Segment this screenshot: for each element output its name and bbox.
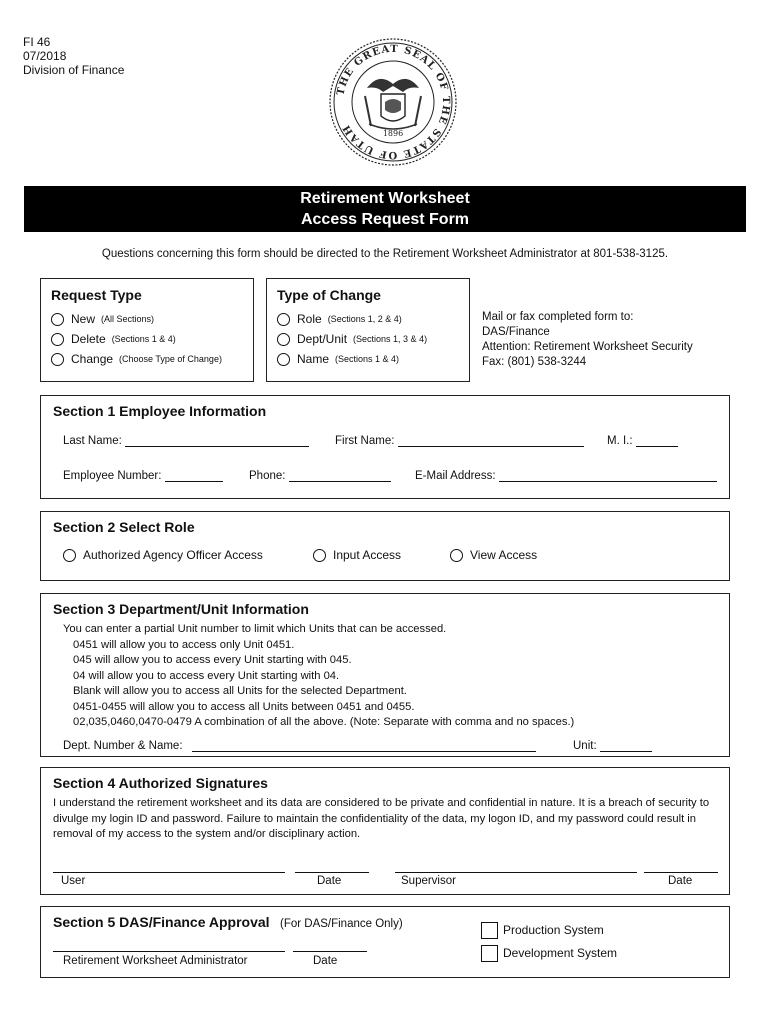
employee-number-field[interactable] [63, 467, 223, 482]
supervisor-label: Supervisor [401, 875, 456, 887]
first-name-field[interactable] [335, 432, 584, 447]
last-name-input[interactable] [125, 432, 309, 447]
change-dept-unit-option[interactable] [277, 329, 459, 349]
role-officer-option[interactable] [63, 545, 263, 565]
request-type-box [40, 278, 254, 382]
form-header-meta [23, 35, 124, 77]
section-1-employee-info [40, 395, 730, 499]
supervisor-signature-line[interactable] [395, 872, 637, 873]
user-date-line[interactable] [295, 872, 369, 873]
type-of-change-title: Type of Change [277, 287, 381, 303]
option-note: (Choose Type of Change) [119, 354, 222, 364]
section-3-title: Section 3 Department/Unit Information [53, 601, 309, 617]
option-note: (Sections 1 & 4) [111, 334, 176, 344]
middle-initial-input[interactable] [636, 432, 678, 447]
section-5-approval [40, 906, 730, 978]
role-label: Input Access [333, 548, 402, 562]
option-note: (All Sections) [101, 314, 155, 324]
section-3-intro: You can enter a partial Unit number to limit which Units that can be accessed. [63, 623, 447, 635]
request-type-delete-option[interactable] [51, 329, 243, 349]
option-label: Delete [71, 332, 106, 346]
request-type-new-option[interactable] [51, 309, 243, 329]
option-label: Change [71, 352, 114, 366]
unit-example: 045 will allow you to access every Unit starting with 045. [73, 654, 352, 666]
development-label: Development System [503, 946, 618, 960]
option-note: (Sections 1, 3 & 4) [353, 334, 428, 344]
svg-text:1896: 1896 [382, 129, 404, 138]
production-system-option[interactable] [481, 919, 604, 941]
role-input-option[interactable] [313, 545, 401, 565]
first-name-label: First Name: [335, 435, 395, 447]
option-label: Dept/Unit [297, 332, 348, 346]
email-label: E-Mail Address: [415, 470, 496, 482]
form-title-line1: Retirement Worksheet [300, 190, 470, 207]
first-name-input[interactable] [398, 432, 584, 447]
request-type-title: Request Type [51, 287, 142, 303]
dept-input[interactable] [192, 737, 536, 752]
admin-date-line[interactable] [293, 951, 367, 952]
mail-line: Mail or fax completed form to: [482, 311, 634, 323]
mail-line: DAS/Finance [482, 326, 550, 338]
email-input[interactable] [499, 467, 717, 482]
phone-label: Phone: [249, 470, 286, 482]
intro-text: Questions concerning this form should be directed to the Retirement Worksheet Administrator at 801-538-3125. [101, 248, 669, 260]
admin-label: Retirement Worksheet Administrator [63, 955, 248, 967]
great-seal-of-utah-icon [327, 36, 459, 168]
email-field[interactable] [415, 467, 717, 482]
unit-label: Unit: [573, 740, 597, 752]
mail-line: Attention: Retirement Worksheet Security [482, 341, 693, 353]
production-label: Production System [503, 923, 604, 937]
user-signature-line[interactable] [53, 872, 285, 873]
unit-example: Blank will allow you to access all Units for the selected Department. [73, 685, 407, 697]
type-of-change-box [266, 278, 470, 382]
option-label: New [71, 312, 96, 326]
option-label: Role [297, 312, 322, 326]
middle-initial-field[interactable] [607, 432, 678, 447]
supervisor-date-line[interactable] [644, 872, 718, 873]
radio-officer[interactable] [63, 549, 76, 562]
radio-new[interactable] [51, 313, 64, 326]
development-checkbox[interactable] [481, 945, 498, 962]
radio-name[interactable] [277, 353, 290, 366]
section-4-signatures [40, 767, 730, 895]
radio-input[interactable] [313, 549, 326, 562]
form-id: FI 46 [23, 35, 51, 49]
supervisor-date-label: Date [668, 875, 693, 887]
section-5-title: Section 5 DAS/Finance Approval [53, 914, 270, 930]
unit-example: 02,035,0460,0470-0479 A combination of all the above. (Note: Separate with comma and no spaces.) [73, 716, 575, 728]
employee-number-label: Employee Number: [63, 470, 162, 482]
admin-signature-line[interactable] [53, 951, 285, 952]
unit-field[interactable] [573, 737, 652, 752]
middle-initial-label: M. I.: [607, 435, 633, 447]
unit-input[interactable] [600, 737, 652, 752]
change-name-option[interactable] [277, 349, 459, 369]
user-date-label: Date [317, 875, 342, 887]
section-3-instructions [63, 622, 574, 731]
last-name-label: Last Name: [63, 435, 122, 447]
section-5-note: (For DAS/Finance Only) [279, 918, 403, 930]
division-name: Division of Finance [23, 63, 125, 77]
section-3-dept-unit [40, 593, 730, 757]
radio-role[interactable] [277, 313, 290, 326]
change-role-option[interactable] [277, 309, 459, 329]
role-view-option[interactable] [450, 545, 537, 565]
radio-change[interactable] [51, 353, 64, 366]
role-label: Authorized Agency Officer Access [83, 548, 263, 562]
production-checkbox[interactable] [481, 922, 498, 939]
option-label: Name [297, 352, 330, 366]
section-5-header [53, 914, 403, 932]
phone-input[interactable] [289, 467, 391, 482]
unit-example: 0451 will allow you to access only Unit 0451. [73, 638, 295, 651]
radio-dept-unit[interactable] [277, 333, 290, 346]
section-2-select-role [40, 511, 730, 581]
role-label: View Access [470, 548, 538, 562]
employee-number-input[interactable] [165, 467, 223, 482]
radio-delete[interactable] [51, 333, 64, 346]
svg-text:THE GREAT SEAL OF THE STATE OF: THE GREAT SEAL OF THE STATE OF UTAH [335, 43, 452, 161]
option-note: (Sections 1, 2 & 4) [327, 314, 402, 324]
radio-view[interactable] [450, 549, 463, 562]
form-title-bar [24, 186, 746, 232]
section-2-title: Section 2 Select Role [53, 519, 195, 535]
admin-date-label: Date [313, 955, 338, 967]
request-type-change-option[interactable] [51, 349, 243, 369]
unit-example: 0451-0455 will allow you to access all Units between 0451 and 0455. [73, 700, 415, 713]
last-name-field[interactable] [63, 432, 309, 447]
form-date: 07/2018 [23, 49, 67, 63]
user-label: User [61, 875, 86, 887]
form-title-line2: Access Request Form [300, 211, 470, 228]
section-4-title: Section 4 Authorized Signatures [53, 775, 268, 791]
dept-label: Dept. Number & Name: [63, 740, 183, 752]
dept-field[interactable] [63, 737, 536, 752]
unit-example: 04 will allow you to access every Unit starting with 04. [73, 669, 340, 682]
confidentiality-statement: I understand the retirement worksheet and its data are considered to be private and confidential in nature. It is a breach of security to divulge my login ID and password. Failure to maintain the confidentiality of the data, my logon ID, and my password could result in removal of my access to the system and/or disciplinary action. [53, 797, 710, 840]
mail-instructions [482, 310, 693, 370]
phone-field[interactable] [249, 467, 391, 482]
mail-line: Fax: (801) 538-3244 [482, 356, 587, 368]
development-system-option[interactable] [481, 942, 617, 964]
section-1-title: Section 1 Employee Information [53, 403, 267, 419]
option-note: (Sections 1 & 4) [335, 354, 400, 364]
